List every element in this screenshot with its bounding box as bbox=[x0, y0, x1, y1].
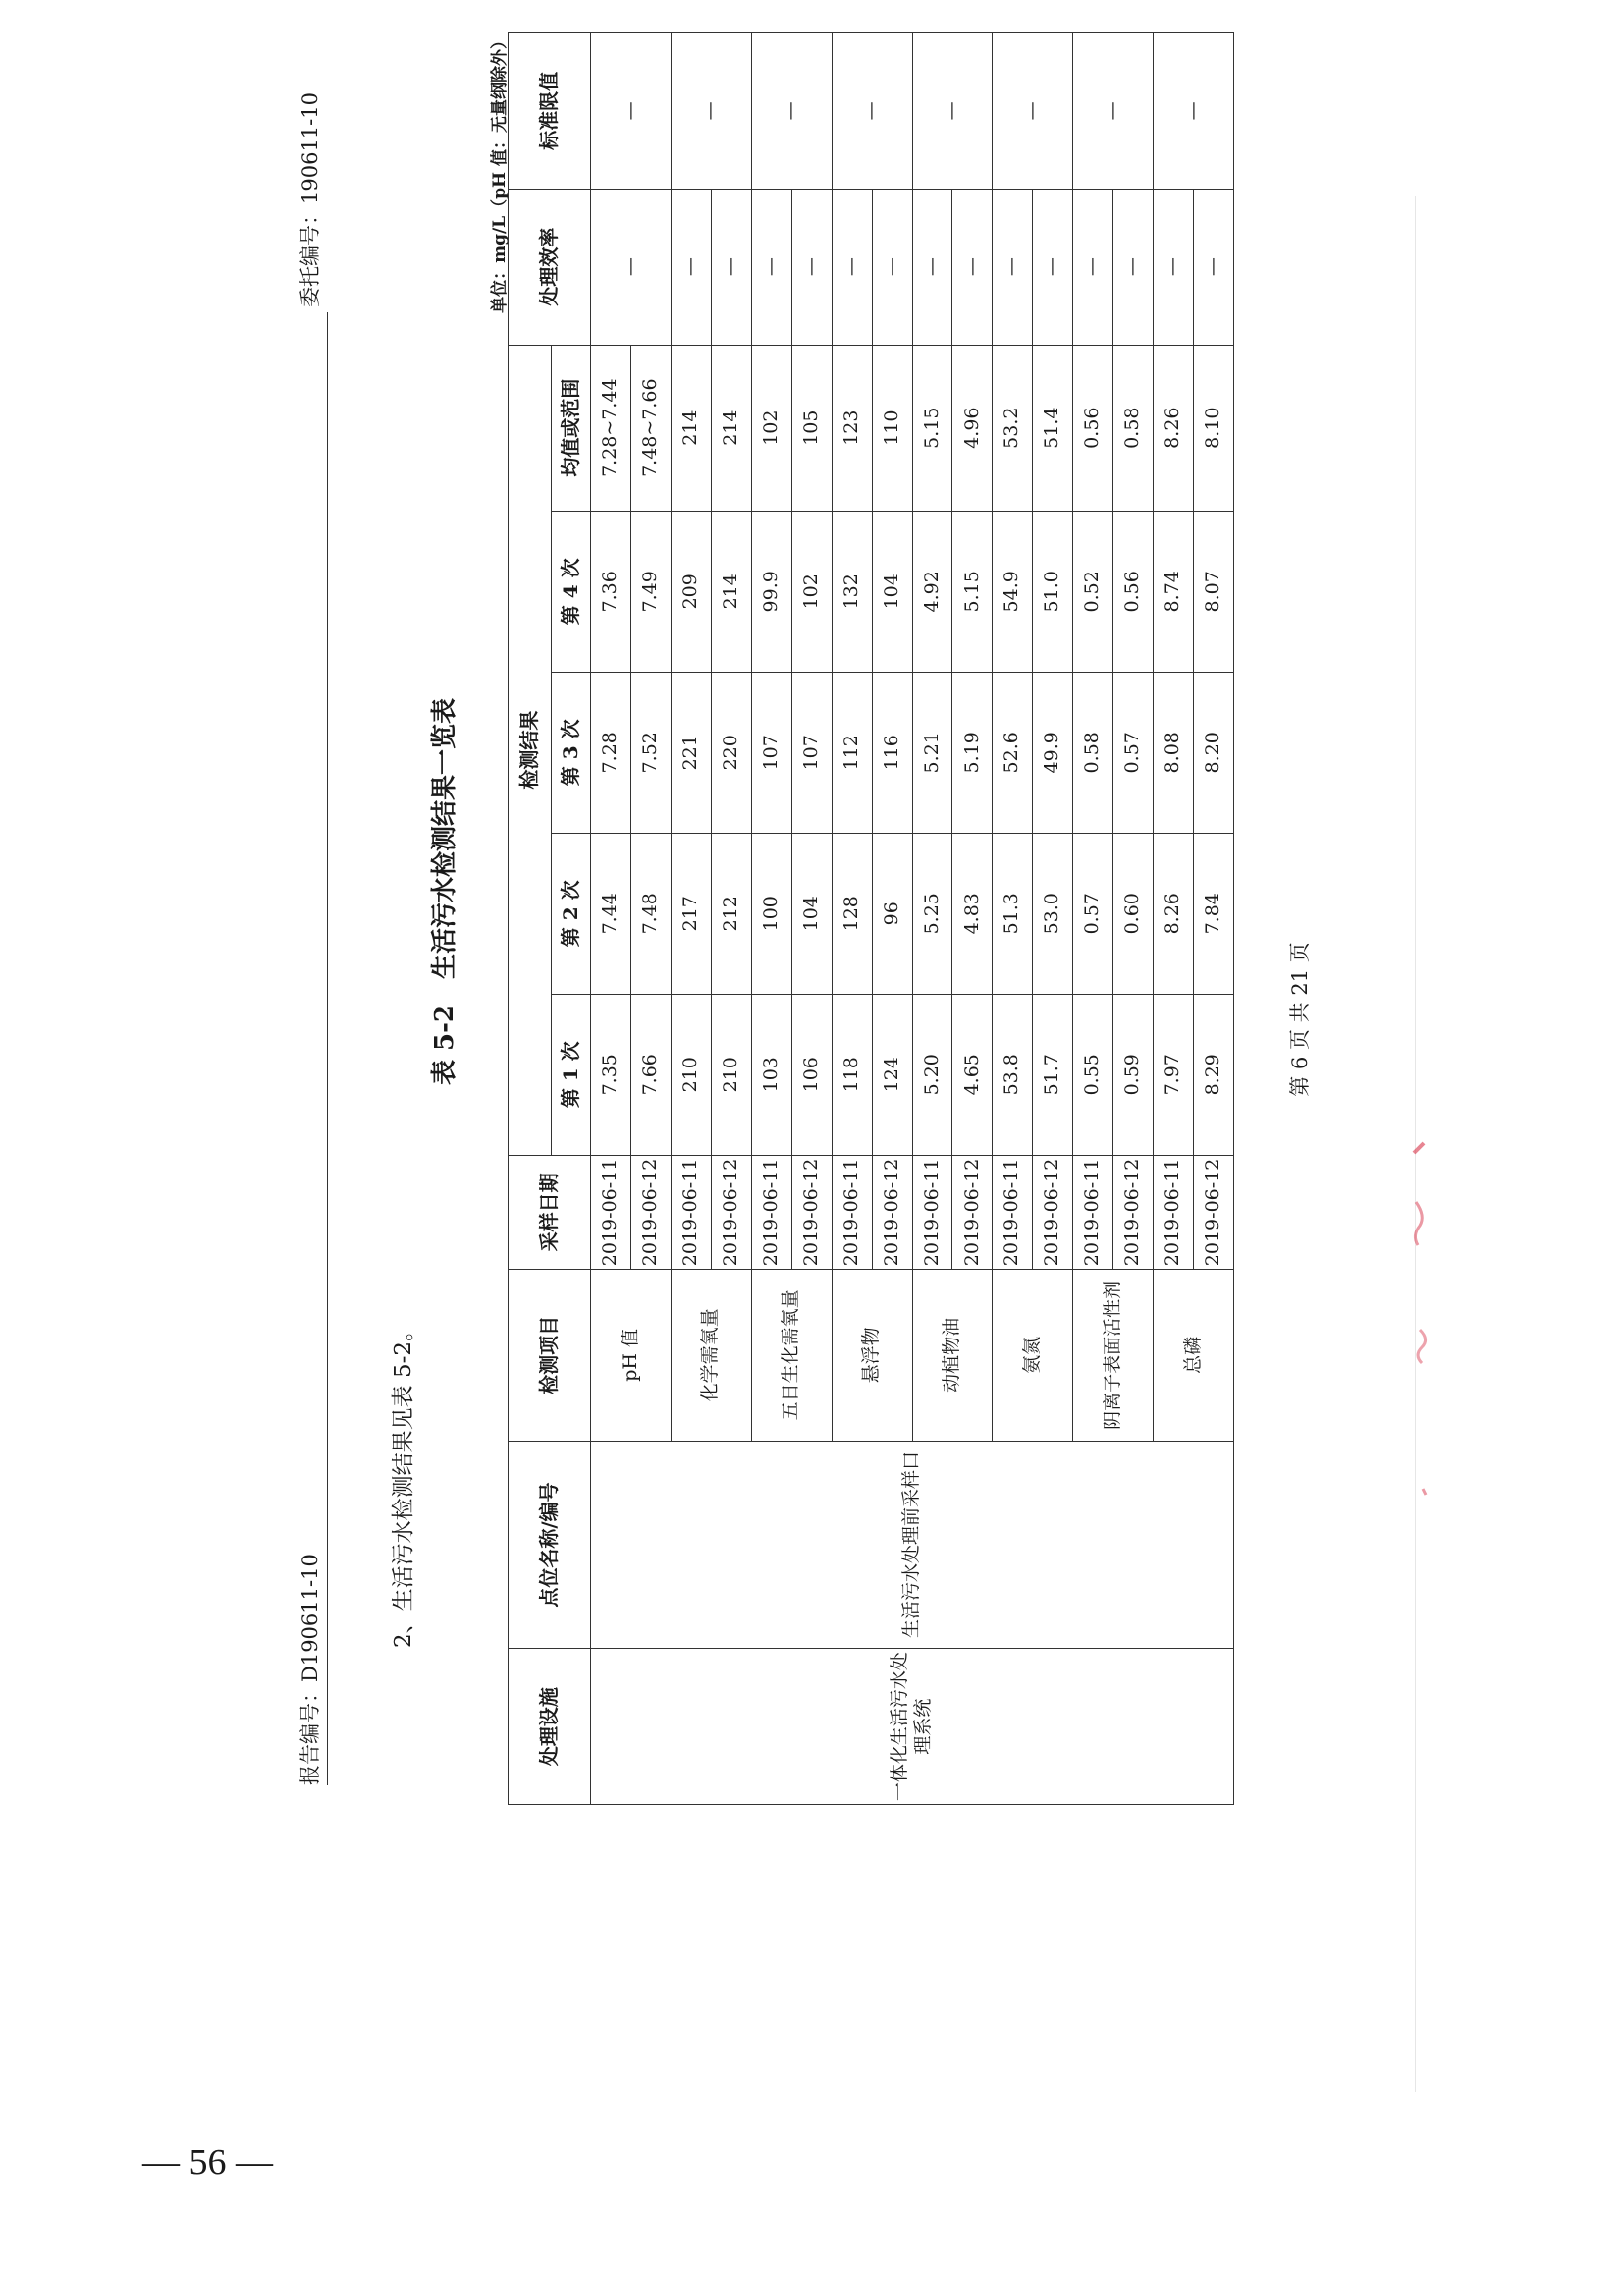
date-cell: 2019-06-11 bbox=[912, 1155, 952, 1269]
value-cell: 52.6 bbox=[993, 672, 1033, 833]
value-cell: 107 bbox=[791, 672, 832, 833]
value-cell: 132 bbox=[832, 511, 872, 672]
value-cell: 210 bbox=[671, 994, 711, 1155]
item-cell: 五日生化需氧量 bbox=[751, 1270, 832, 1442]
date-cell: 2019-06-12 bbox=[1033, 1155, 1073, 1269]
mean-cell: 8.10 bbox=[1194, 345, 1234, 511]
header-item: 检测项目 bbox=[509, 1270, 591, 1442]
value-cell: 0.57 bbox=[1113, 672, 1154, 833]
mean-cell: 8.26 bbox=[1154, 345, 1194, 511]
header-round-1: 第 1 次 bbox=[552, 994, 591, 1155]
efficiency-cell: — bbox=[671, 189, 711, 345]
point-cell: 生活污水处理前采样口 bbox=[591, 1441, 1234, 1649]
item-cell: 氨氮 bbox=[993, 1270, 1073, 1442]
efficiency-cell: — bbox=[711, 189, 751, 345]
date-cell: 2019-06-12 bbox=[872, 1155, 912, 1269]
value-cell: 54.9 bbox=[993, 511, 1033, 672]
efficiency-cell: — bbox=[912, 189, 952, 345]
limit-cell: — bbox=[1154, 33, 1234, 190]
value-cell: 8.26 bbox=[1154, 833, 1194, 994]
value-cell: 128 bbox=[832, 833, 872, 994]
mean-cell: 102 bbox=[751, 345, 791, 511]
value-cell: 0.52 bbox=[1073, 511, 1113, 672]
header-results: 检测结果 bbox=[509, 345, 552, 1155]
date-cell: 2019-06-11 bbox=[1154, 1155, 1194, 1269]
date-cell: 2019-06-11 bbox=[751, 1155, 791, 1269]
date-cell: 2019-06-12 bbox=[711, 1155, 751, 1269]
header-mean: 均值或范围 bbox=[552, 345, 591, 511]
date-cell: 2019-06-12 bbox=[630, 1155, 671, 1269]
value-cell: 0.56 bbox=[1113, 511, 1154, 672]
header-date: 采样日期 bbox=[509, 1155, 591, 1269]
header-divider bbox=[327, 312, 328, 1785]
date-cell: 2019-06-12 bbox=[952, 1155, 993, 1269]
date-cell: 2019-06-11 bbox=[591, 1155, 631, 1269]
header-facility: 处理设施 bbox=[509, 1649, 591, 1805]
commission-number: 委托编号：190611-10 bbox=[298, 92, 322, 307]
value-cell: 212 bbox=[711, 833, 751, 994]
value-cell: 209 bbox=[671, 511, 711, 672]
page-number: — 56 — bbox=[142, 2142, 273, 2183]
value-cell: 51.7 bbox=[1033, 994, 1073, 1155]
unit-note: 单位：mg/L（pH 值：无量纲除外） bbox=[490, 32, 510, 313]
mean-cell: 214 bbox=[711, 345, 751, 511]
value-cell: 7.84 bbox=[1194, 833, 1234, 994]
value-cell: 0.60 bbox=[1113, 833, 1154, 994]
value-cell: 214 bbox=[711, 511, 751, 672]
mean-cell: 214 bbox=[671, 345, 711, 511]
value-cell: 0.58 bbox=[1073, 672, 1113, 833]
value-cell: 4.65 bbox=[952, 994, 993, 1155]
value-cell: 99.9 bbox=[751, 511, 791, 672]
value-cell: 8.20 bbox=[1194, 672, 1234, 833]
efficiency-cell: — bbox=[1194, 189, 1234, 345]
value-cell: 51.3 bbox=[993, 833, 1033, 994]
value-cell: 104 bbox=[791, 833, 832, 994]
item-cell: 悬浮物 bbox=[832, 1270, 912, 1442]
value-cell: 5.20 bbox=[912, 994, 952, 1155]
value-cell: 51.0 bbox=[1033, 511, 1073, 672]
value-cell: 116 bbox=[872, 672, 912, 833]
intro-text: 2、生活污水检测结果见表 5-2。 bbox=[391, 1319, 416, 1648]
limit-cell: — bbox=[591, 33, 672, 190]
value-cell: 53.8 bbox=[993, 994, 1033, 1155]
header-efficiency: 处理效率 bbox=[509, 189, 591, 345]
value-cell: 8.74 bbox=[1154, 511, 1194, 672]
value-cell: 5.15 bbox=[952, 511, 993, 672]
date-cell: 2019-06-11 bbox=[993, 1155, 1033, 1269]
item-cell: 动植物油 bbox=[912, 1270, 993, 1442]
value-cell: 8.29 bbox=[1194, 994, 1234, 1155]
efficiency-cell: — bbox=[993, 189, 1033, 345]
limit-cell: — bbox=[832, 33, 912, 190]
date-cell: 2019-06-11 bbox=[1073, 1155, 1113, 1269]
value-cell: 96 bbox=[872, 833, 912, 994]
efficiency-cell: — bbox=[591, 189, 672, 345]
value-cell: 221 bbox=[671, 672, 711, 833]
limit-cell: — bbox=[751, 33, 832, 190]
value-cell: 103 bbox=[751, 994, 791, 1155]
mean-cell: 53.2 bbox=[993, 345, 1033, 511]
limit-cell: — bbox=[912, 33, 993, 190]
value-cell: 100 bbox=[751, 833, 791, 994]
mean-cell: 105 bbox=[791, 345, 832, 511]
value-cell: 7.52 bbox=[630, 672, 671, 833]
efficiency-cell: — bbox=[1154, 189, 1194, 345]
value-cell: 0.55 bbox=[1073, 994, 1113, 1155]
header-limit: 标准限值 bbox=[509, 33, 591, 190]
value-cell: 7.35 bbox=[591, 994, 631, 1155]
value-cell: 5.19 bbox=[952, 672, 993, 833]
value-cell: 5.25 bbox=[912, 833, 952, 994]
value-cell: 8.07 bbox=[1194, 511, 1234, 672]
value-cell: 7.49 bbox=[630, 511, 671, 672]
date-cell: 2019-06-11 bbox=[671, 1155, 711, 1269]
limit-cell: — bbox=[993, 33, 1073, 190]
results-table bbox=[508, 32, 1234, 1805]
header-round-4: 第 4 次 bbox=[552, 511, 591, 672]
table-caption: 表 5-2 生活污水检测结果一览表 bbox=[430, 697, 460, 1086]
value-cell: 8.08 bbox=[1154, 672, 1194, 833]
value-cell: 49.9 bbox=[1033, 672, 1073, 833]
efficiency-cell: — bbox=[872, 189, 912, 345]
item-cell: pH 值 bbox=[591, 1270, 672, 1442]
value-cell: 7.66 bbox=[630, 994, 671, 1155]
value-cell: 7.48 bbox=[630, 833, 671, 994]
value-cell: 0.57 bbox=[1073, 833, 1113, 994]
value-cell: 104 bbox=[872, 511, 912, 672]
value-cell: 107 bbox=[751, 672, 791, 833]
mean-cell: 0.56 bbox=[1073, 345, 1113, 511]
efficiency-cell: — bbox=[952, 189, 993, 345]
date-cell: 2019-06-12 bbox=[791, 1155, 832, 1269]
value-cell: 102 bbox=[791, 511, 832, 672]
value-cell: 4.83 bbox=[952, 833, 993, 994]
efficiency-cell: — bbox=[832, 189, 872, 345]
facility-cell: 一体化生活污水处理系统 bbox=[591, 1649, 1234, 1805]
mean-cell: 7.48~7.66 bbox=[630, 345, 671, 511]
page-footer: 第 6 页 共 21 页 bbox=[1288, 942, 1312, 1097]
value-cell: 210 bbox=[711, 994, 751, 1155]
efficiency-cell: — bbox=[1113, 189, 1154, 345]
value-cell: 7.36 bbox=[591, 511, 631, 672]
item-cell: 化学需氧量 bbox=[671, 1270, 751, 1442]
value-cell: 106 bbox=[791, 994, 832, 1155]
value-cell: 217 bbox=[671, 833, 711, 994]
mean-cell: 5.15 bbox=[912, 345, 952, 511]
mean-cell: 7.28~7.44 bbox=[591, 345, 631, 511]
value-cell: 0.59 bbox=[1113, 994, 1154, 1155]
date-cell: 2019-06-11 bbox=[832, 1155, 872, 1269]
seal-stamp-fragment bbox=[1404, 1127, 1434, 1501]
report-number: 报告编号：D190611-10 bbox=[298, 1554, 322, 1785]
value-cell: 7.97 bbox=[1154, 994, 1194, 1155]
mean-cell: 123 bbox=[832, 345, 872, 511]
value-cell: 112 bbox=[832, 672, 872, 833]
item-cell: 阴离子表面活性剂 bbox=[1073, 1270, 1154, 1442]
table-body bbox=[591, 33, 1234, 1805]
date-cell: 2019-06-12 bbox=[1113, 1155, 1154, 1269]
value-cell: 7.44 bbox=[591, 833, 631, 994]
efficiency-cell: — bbox=[1073, 189, 1113, 345]
efficiency-cell: — bbox=[751, 189, 791, 345]
limit-cell: — bbox=[671, 33, 751, 190]
value-cell: 4.92 bbox=[912, 511, 952, 672]
limit-cell: — bbox=[1073, 33, 1154, 190]
value-cell: 53.0 bbox=[1033, 833, 1073, 994]
value-cell: 7.28 bbox=[591, 672, 631, 833]
header-round-3: 第 3 次 bbox=[552, 672, 591, 833]
header-point: 点位名称/编号 bbox=[509, 1441, 591, 1649]
header-round-2: 第 2 次 bbox=[552, 833, 591, 994]
date-cell: 2019-06-12 bbox=[1194, 1155, 1234, 1269]
table-row bbox=[591, 33, 631, 1805]
value-cell: 5.21 bbox=[912, 672, 952, 833]
item-cell: 总磷 bbox=[1154, 1270, 1234, 1442]
mean-cell: 110 bbox=[872, 345, 912, 511]
value-cell: 124 bbox=[872, 994, 912, 1155]
value-cell: 220 bbox=[711, 672, 751, 833]
mean-cell: 51.4 bbox=[1033, 345, 1073, 511]
efficiency-cell: — bbox=[791, 189, 832, 345]
efficiency-cell: — bbox=[1033, 189, 1073, 345]
value-cell: 118 bbox=[832, 994, 872, 1155]
mean-cell: 4.96 bbox=[952, 345, 993, 511]
mean-cell: 0.58 bbox=[1113, 345, 1154, 511]
